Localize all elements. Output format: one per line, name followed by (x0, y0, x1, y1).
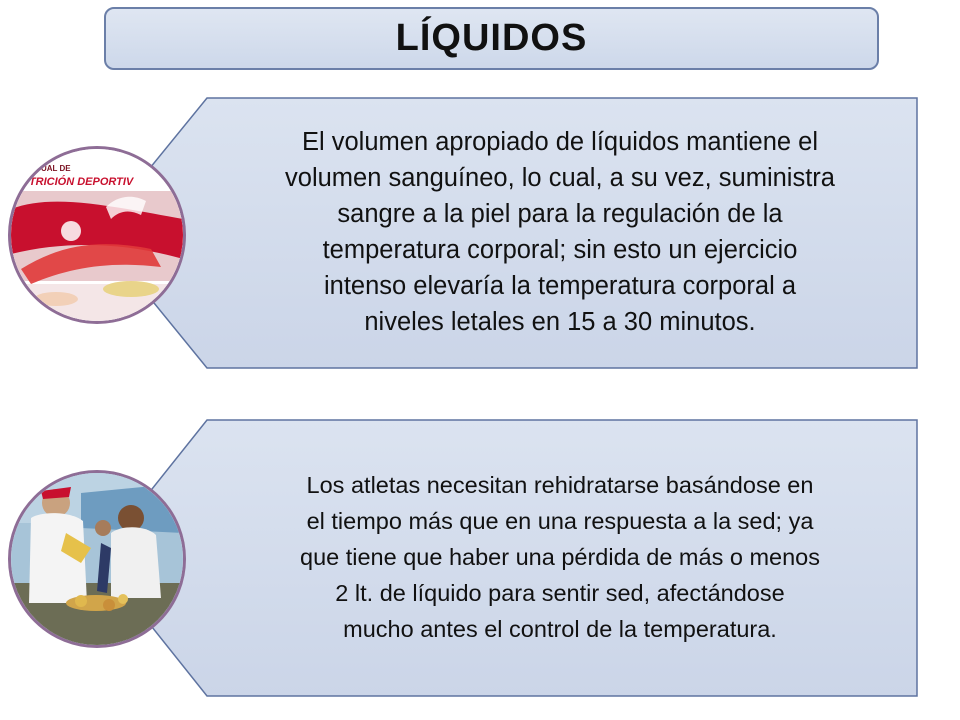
card-1-line: volumen sanguíneo, lo cual, a su vez, suministra (285, 164, 835, 192)
card-2-line: el tiempo más que en una respuesta a la sed; ya (306, 508, 814, 534)
card-2-line: Los atletas necesitan rehidratarse basándose en (306, 472, 814, 498)
card-1-line: niveles letales en 15 a 30 minutos. (364, 308, 756, 336)
card-1-text (215, 112, 905, 352)
card-2-line: 2 lt. de líquido para sentir sed, afectándose (335, 580, 785, 606)
card-1-line: sangre a la piel para la regulación de la (337, 200, 783, 228)
athletes-photo (8, 470, 186, 648)
image-caption-1: UAL DE (41, 164, 71, 173)
card-2-line: mucho antes el control de la temperatura. (343, 616, 777, 642)
card-1-line: El volumen apropiado de líquidos mantiene el (301, 128, 818, 156)
image-caption-2: UTRICIÓN DEPORTIV (21, 176, 134, 188)
card-1-line: intenso elevaría la temperatura corporal a (323, 272, 796, 300)
page-title: LÍQUIDOS (395, 17, 588, 59)
nutrition-manual-image (8, 146, 186, 324)
card-2-line: que tiene que haber una pérdida de más o menos (300, 544, 820, 570)
card-2-text (215, 462, 905, 652)
card-1-line: temperatura corporal; sin esto un ejercicio (322, 236, 798, 264)
